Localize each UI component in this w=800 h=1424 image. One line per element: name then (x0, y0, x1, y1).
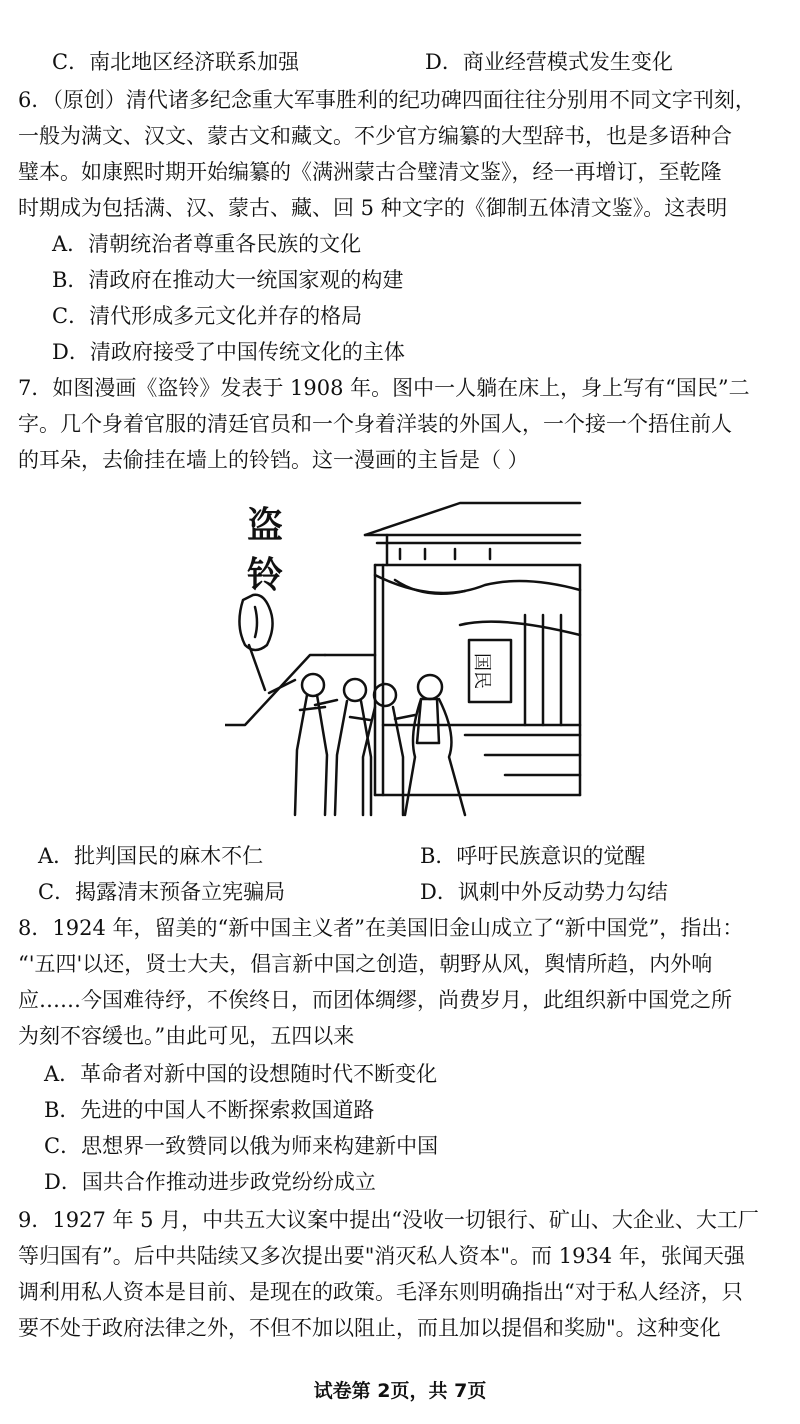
q8-option-d: D．国共合作推动进步政党纷纷成立 (44, 1170, 376, 1194)
q8-stem-line: “'五四'以还，贤士大夫，倡言新中国之创造，朝野从风，舆情所趋，内外响 (18, 952, 713, 976)
prev-option-d: D．商业经营模式发生变化 (425, 50, 673, 74)
cartoon-title-char: 铃 (247, 555, 284, 596)
q9-stem-line: 要不处于政府法律之外，不但不加以阻止，而且加以提倡和奖励"。这种变化 (18, 1316, 721, 1340)
q9-stem-line: 9．1927 年 5 月，中共五大议案中提出“没收一切银行、矿山、大企业、大工厂 (18, 1208, 759, 1232)
placard-label: 国民 (471, 653, 492, 689)
q8-stem-line: 应……今国难待纾，不俟终日，而团体绸缪，尚费岁月，此组织新中国党之所 (18, 988, 732, 1012)
q7-stem-line: 7．如图漫画《盗铃》发表于 1908 年。图中一人躺在床上，身上写有“国民”二 (18, 376, 750, 400)
q7-option-b: B．呼吁民族意识的觉醒 (420, 844, 646, 868)
q7-option-c: C．揭露清末预备立宪骗局 (38, 880, 286, 904)
cartoon-title-char: 盗 (247, 505, 284, 546)
q8-option-a: A．革命者对新中国的设想随时代不断变化 (44, 1062, 438, 1086)
q6-stem-line: 6．（原创）清代诸多纪念重大军事胜利的纪功碑四面往往分别用不同文字刊刻， (18, 88, 756, 112)
q7-option-a: A．批判国民的麻木不仁 (38, 844, 264, 868)
q6-option-a: A．清朝统治者尊重各民族的文化 (52, 232, 362, 256)
q6-stem-line: 一般为满文、汉文、蒙古文和藏文。不少官方编纂的大型辞书，也是多语种合 (18, 124, 732, 148)
q6-option-c: C．清代形成多元文化并存的格局 (52, 304, 363, 328)
q8-stem-line: 为刻不容缓也。”由此可见，五四以来 (18, 1024, 355, 1048)
q7-stem-line: 的耳朵，去偷挂在墙上的铃铛。这一漫画的主旨是（ ） (18, 448, 529, 472)
q6-option-d: D．清政府接受了中国传统文化的主体 (52, 340, 405, 364)
q6-option-b: B．清政府在推动大一统国家观的构建 (52, 268, 404, 292)
cartoon-illustration (225, 495, 585, 835)
bell-drawing (239, 595, 272, 690)
q8-option-b: B．先进的中国人不断探索救国道路 (44, 1098, 375, 1122)
q8-option-c: C．思想界一致赞同以俄为师来构建新中国 (44, 1134, 439, 1158)
q7-stem-line: 字。几个身着官服的清廷官员和一个身着洋装的外国人，一个接一个捂住前人 (18, 412, 732, 436)
q6-stem-line: 璧本。如康熙时期开始编纂的《满洲蒙古合璧清文鉴》，经一再增订，至乾隆 (18, 160, 722, 184)
prev-option-c: C．南北地区经济联系加强 (52, 50, 300, 74)
q8-stem-line: 8．1924 年，留美的“新中国主义者”在美国旧金山成立了“新中国党”，指出： (18, 916, 744, 940)
q6-stem-line: 时期成为包括满、汉、蒙古、藏、回 5 种文字的《御制五体清文鉴》。这表明 (18, 196, 728, 220)
q7-option-d: D．讽刺中外反动势力勾结 (420, 880, 668, 904)
q9-stem-line: 调利用私人资本是目前、是现在的政策。毛泽东则明确指出“对于私人经济，只 (18, 1280, 743, 1304)
q9-stem-line: 等归国有”。后中共陆续又多次提出要"消灭私人资本"。而 1934 年，张闻天强 (18, 1244, 745, 1268)
citizen-placard (469, 640, 511, 702)
page-footer: 试卷第 2页，共 7页 (313, 1380, 487, 1402)
